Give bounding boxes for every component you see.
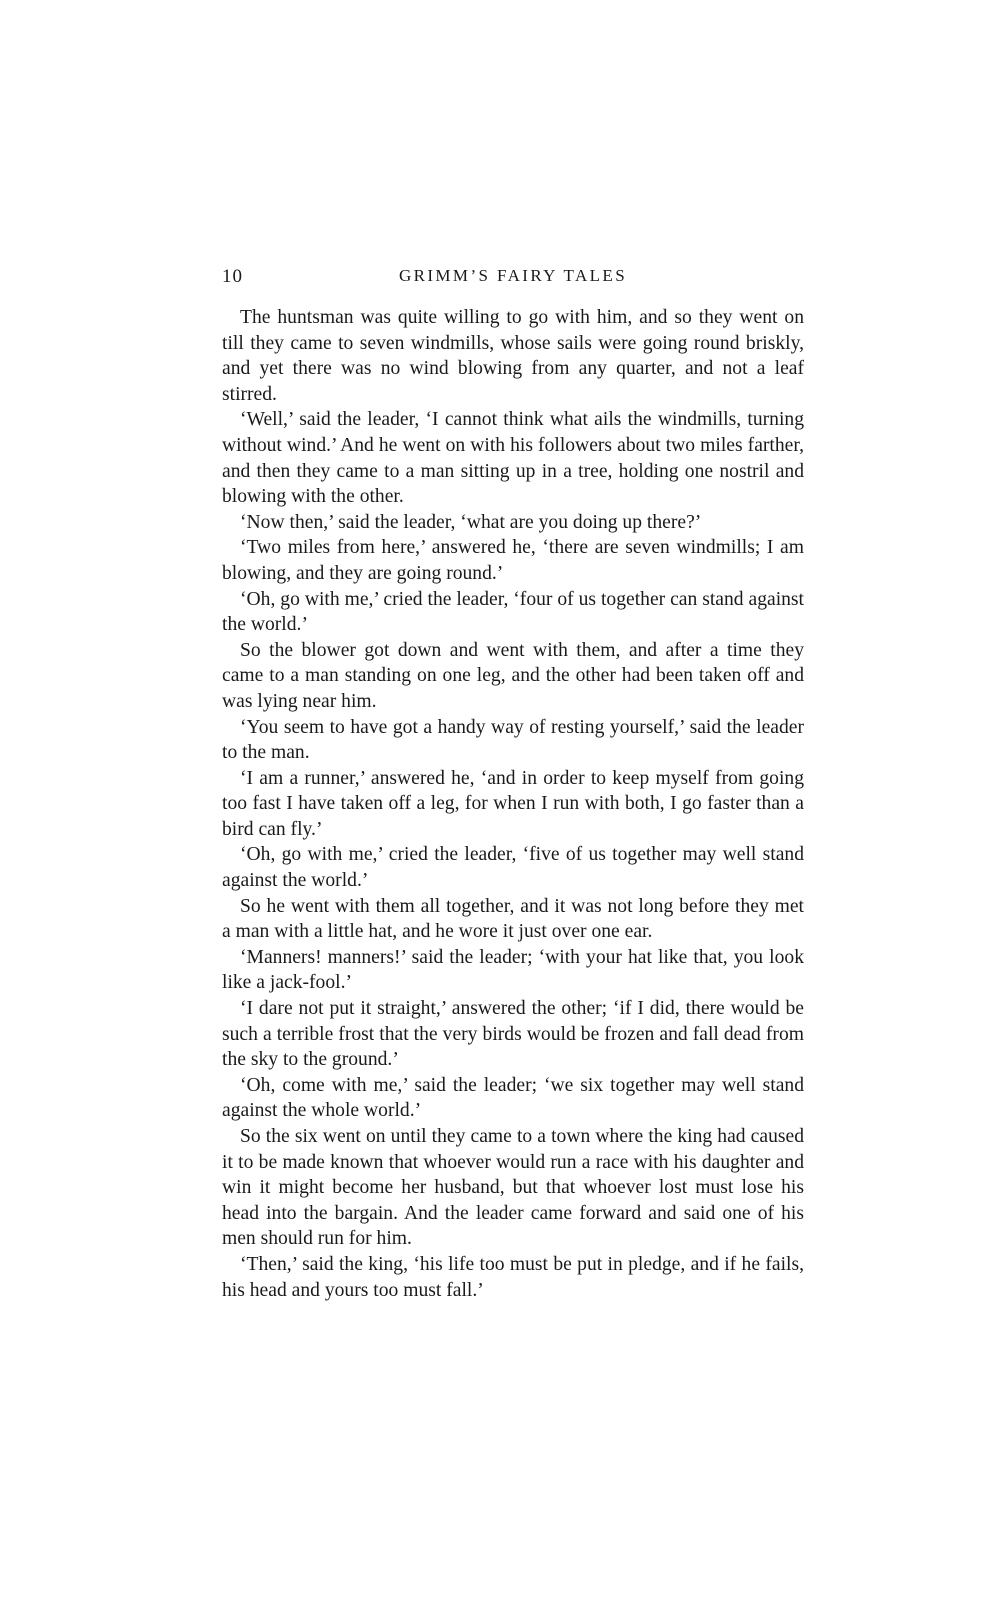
paragraph: So the blower got down and went with them, and after a time they came to a man standing on one leg, and the other had been taken off and was lying near him. bbox=[222, 639, 804, 712]
paragraph: So he went with them all together, and it was not long before they met a man with a little hat, and he wore it just over one ear. bbox=[222, 895, 804, 943]
paragraph: ‘You seem to have got a handy way of resting yourself,’ said the leader to the man. bbox=[222, 716, 804, 764]
paragraph: ‘Well,’ said the leader, ‘I cannot think what ails the windmills, turning without wind.’ And he went on with his followers about two miles farther, and then they came to a man sitting up in a tree, holding one nostril and blowing with the other. bbox=[222, 409, 804, 508]
paragraph: ‘I dare not put it straight,’ answered the other; ‘if I did, there would be such a terrible frost that the very birds would be frozen and fall dead from the sky to the ground.’ bbox=[222, 998, 804, 1071]
paragraph: ‘Now then,’ said the leader, ‘what are you doing up there?’ bbox=[240, 511, 702, 533]
paragraph: So the six went on until they came to a town where the king had caused it to be made known that whoever would run a race with his daughter and win it might become her husband, but that whoever lost must lose his head into the bargain. And the leader came forward and said one of his men should run for him. bbox=[222, 1126, 804, 1250]
paragraph: ‘Oh, go with me,’ cried the leader, ‘four of us together can stand against the world.’ bbox=[222, 588, 804, 636]
paragraph: ‘Two miles from here,’ answered he, ‘there are seven windmills; I am blowing, and they are going round.’ bbox=[222, 537, 804, 584]
page-header bbox=[222, 266, 804, 296]
page-number: 10 bbox=[222, 266, 243, 287]
paragraph: ‘Manners! manners!’ said the leader; ‘with your hat like that, you look like a jack-fool.’ bbox=[222, 946, 804, 994]
running-head: GRIMM’S FAIRY TALES bbox=[398, 266, 628, 285]
body-text bbox=[222, 305, 804, 1303]
paragraph: ‘Oh, come with me,’ said the leader; ‘we six together may well stand against the whole world.’ bbox=[222, 1074, 804, 1122]
paragraph: ‘Oh, go with me,’ cried the leader, ‘five of us together may well stand against the world.’ bbox=[222, 844, 804, 892]
paragraph: The huntsman was quite willing to go with him, and so they went on till they came to seven windmills, whose sails were going round briskly, and yet there was no wind blowing from any quarter, and not a leaf stirred. bbox=[222, 307, 804, 405]
paragraph: ‘I am a runner,’ answered he, ‘and in order to keep myself from going too fast I have taken off a leg, for when I run with both, I go faster than a bird can fly.’ bbox=[222, 767, 804, 840]
paragraph: ‘Then,’ said the king, ‘his life too must be put in pledge, and if he fails, his head and yours too must fall.’ bbox=[222, 1253, 804, 1301]
